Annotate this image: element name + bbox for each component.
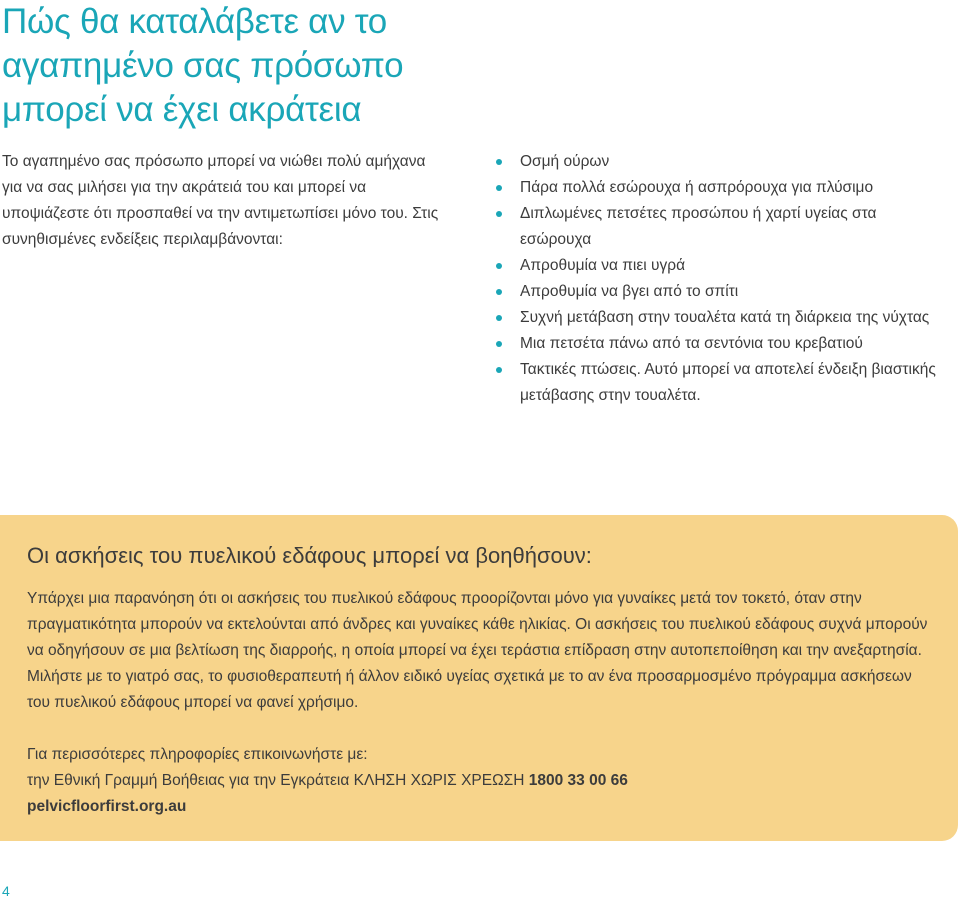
bullet-icon <box>496 341 502 347</box>
symptom-item <box>496 253 946 279</box>
bullet-icon <box>496 289 502 295</box>
symptom-text: Συχνή μετάβαση στην τουαλέτα κατά τη διάρκεια της νύχτας <box>520 309 930 326</box>
page-title-line-1: Πώς θα καταλάβετε αν το <box>2 2 387 41</box>
page-title-line-2: αγαπημένο σας πρόσωπο <box>2 46 404 85</box>
helpline-number: 1800 33 00 66 <box>528 772 628 789</box>
contact-block <box>27 742 937 820</box>
symptom-item <box>496 201 946 253</box>
bullet-icon <box>496 315 502 321</box>
symptom-text: Απροθυμία να πιει υγρά <box>520 257 686 274</box>
symptom-item <box>496 305 946 331</box>
symptoms-list <box>496 149 946 409</box>
bullet-icon <box>496 159 502 165</box>
symptom-item <box>496 357 946 409</box>
bullet-icon <box>496 211 502 217</box>
bullet-icon <box>496 367 502 373</box>
symptom-text: Μια πετσέτα πάνω από τα σεντόνια του κρεβατιού <box>520 335 863 352</box>
website-link[interactable]: pelvicfloorfirst.org.au <box>27 798 187 815</box>
symptom-item <box>496 331 946 357</box>
bullet-icon <box>496 263 502 269</box>
symptom-text: Τακτικές πτώσεις. Αυτό μπορεί να αποτελεί ένδειξη βιαστικής μετάβασης στην τουαλέτα. <box>520 361 936 404</box>
symptom-text: Διπλωμένες πετσέτες προσώπου ή χαρτί υγείας στα εσώρουχα <box>520 205 877 248</box>
bullet-icon <box>496 185 502 191</box>
helpline-line <box>27 768 937 794</box>
symptom-text: Πάρα πολλά εσώρουχα ή ασπρόρουχα για πλύσιμο <box>520 179 874 196</box>
symptom-text: Απροθυμία να βγει από το σπίτι <box>520 283 739 300</box>
intro-paragraph: Το αγαπημένο σας πρόσωπο μπορεί να νιώθει πολύ αμήχανα για να σας μιλήσει για την ακράτειά του και μπορεί να υποψιάζεστε ότι προσπαθεί να την αντιμετωπίσει μόνο του. Στις συνηθισμένες ενδείξεις περιλαμβάνονται: <box>2 153 439 248</box>
panel-body-paragraph: Υπάρχει μια παρανόηση ότι οι ασκήσεις του πυελικού εδάφους προορίζονται μόνο για γυναίκες μετά τον τοκετό, όταν στην πραγματικότητα μπορούν να εκτελούνται από άνδρες και γυναίκες κάθε ηλικίας. Οι ασκήσεις του πυελικού εδάφους συχνά μπορούν να οδηγήσουν σε μια βελτίωση της διαρροής, η οποία μπορεί να έχει τεράστια επίδραση στην αυτοπεποίθηση και την ανεξαρτησία. Μιλήστε με το γιατρό σας, το φυσιοθεραπευτή ή άλλον ειδικό υγείας σχετικά με το αν ένα προσαρμοσμένο πρόγραμμα ασκήσεων του πυελικού εδάφους μπορεί να φανεί χρήσιμο. <box>27 590 928 711</box>
symptom-text: Οσμή ούρων <box>520 153 610 170</box>
symptom-item <box>496 279 946 305</box>
page-number: 4 <box>2 883 10 899</box>
symptom-item <box>496 175 946 201</box>
contact-intro: Για περισσότερες πληροφορίες επικοινωνήστε με: <box>27 746 368 763</box>
page-title-line-3: μπορεί να έχει ακράτεια <box>2 90 362 129</box>
page-title <box>2 0 562 132</box>
panel-heading: Οι ασκήσεις του πυελικού εδάφους μπορεί να βοηθήσουν: <box>27 543 592 568</box>
symptom-item <box>496 149 946 175</box>
helpline-text: την Εθνική Γραμμή Βοήθειας για την Εγκράτεια ΚΛΗΣΗ ΧΩΡΙΣ ΧΡΕΩΣΗ <box>27 772 525 789</box>
